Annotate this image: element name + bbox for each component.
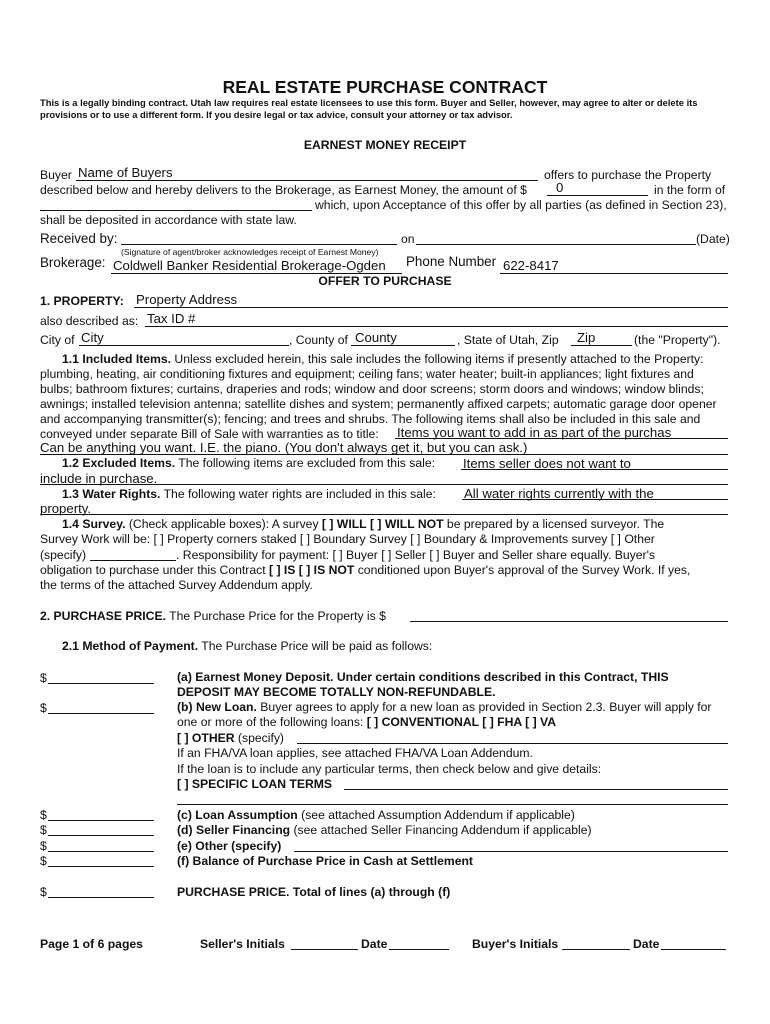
price-line	[40, 609, 386, 623]
price-heading: 2. PURCHASE PRICE.	[40, 609, 166, 623]
earnest-line-4: shall be deposited in accordance with state law.	[40, 213, 297, 227]
county-field[interactable]: County	[355, 330, 397, 345]
excluded-items-line-1	[461, 469, 728, 470]
payment-e-line: (e) Other (specify)	[177, 839, 282, 853]
new-loan-text: Buyer agrees to apply for a new loan as provided in Section 2.3. Buyer will apply for	[256, 700, 712, 714]
included-line-4: awnings; installed television antenna; satellite dishes and system; permanently affixed carpets; automatic garage door opener	[40, 397, 717, 411]
described-label: also described as:	[40, 314, 139, 328]
water-rights-field-1[interactable]: All water rights currently with the	[464, 486, 654, 501]
page-number: Page 1 of 6 pages	[40, 937, 143, 951]
zip-line	[571, 345, 632, 346]
disclaimer-line-1: This is a legally binding contract. Utah law requires real estate licensees to use this form. Buyer and Seller, however, may agree to alter or delete its	[40, 97, 698, 108]
buyer-date-line[interactable]	[661, 949, 726, 950]
page-title: REAL ESTATE PURCHASE CONTRACT	[222, 77, 548, 97]
amount-line-total[interactable]	[48, 897, 154, 898]
tax-id-line	[145, 326, 728, 327]
seller-initials-line[interactable]	[291, 949, 358, 950]
city-label: City of	[40, 333, 75, 347]
phone-label: Phone Number	[406, 254, 497, 269]
payment-b-line-5: If the loan is to include any particular terms, then check below and give details:	[177, 762, 602, 776]
survey-text-1a: (Check applicable boxes): A survey	[125, 517, 322, 531]
loan-terms-line-2[interactable]	[177, 804, 728, 805]
property-label: 1. PROPERTY:	[40, 294, 124, 308]
amount-line-c[interactable]	[48, 820, 154, 821]
dollar-sign-e: $	[40, 839, 47, 853]
brokerage-field[interactable]: Coldwell Banker Residential Brokerage-Ogden	[113, 258, 386, 273]
earnest-amount-line	[547, 195, 648, 196]
included-items-field-2[interactable]: Can be anything you want. I.E. the piano. (You don't always get it, but you can ask.)	[40, 440, 528, 455]
property-suffix: (the "Property").	[634, 333, 721, 347]
amount-line-e[interactable]	[48, 851, 154, 852]
excluded-text: The following items are excluded from this sale:	[175, 456, 436, 470]
buyer-name-field[interactable]: Name of Buyers	[78, 165, 173, 180]
seller-financing-heading: (d) Seller Financing	[177, 823, 291, 837]
earnest-line-2: described below and hereby delivers to the Brokerage, as Earnest Money, the amount of $	[40, 183, 527, 197]
survey-line-4	[40, 563, 690, 577]
included-text-1: Unless excluded herein, this sale includes the following items if presently attached to the Property:	[171, 352, 704, 366]
water-line-1	[62, 487, 436, 501]
payment-a-line-1: (a) Earnest Money Deposit. Under certain conditions described in this Contract, THIS	[177, 670, 669, 684]
price-heading-text: The Purchase Price for the Property is $	[165, 609, 386, 623]
water-text: The following water rights are included in this sale:	[160, 487, 436, 501]
payment-a-line-2: DEPOSIT MAY BECOME TOTALLY NON-REFUNDABLE.	[177, 685, 496, 699]
tax-id-field[interactable]: Tax ID #	[147, 311, 196, 326]
other-specify-line[interactable]	[294, 851, 728, 852]
earnest-heading: EARNEST MONEY RECEIPT	[303, 138, 467, 152]
method-line	[62, 639, 432, 653]
buyer-label: Buyer	[40, 168, 72, 182]
included-line-3: bulbs; bathroom fixtures; curtains, draperies and rods; window and door screens; storm doors and windows; window blinds;	[40, 382, 704, 396]
earnest-amount-field[interactable]: 0	[556, 180, 564, 195]
dollar-sign-f: $	[40, 854, 47, 868]
other-loan-checkbox[interactable]: [ ] OTHER	[177, 731, 235, 745]
method-text: The Purchase Price will be paid as follows:	[198, 639, 433, 653]
earnest-line-3: which, upon Acceptance of this offer by all parties (as defined in Section 23),	[315, 198, 727, 212]
property-field[interactable]: Property Address	[136, 292, 238, 307]
survey-text-4b: conditioned upon Buyer's approval of the Survey Work. If yes,	[354, 563, 691, 577]
survey-will-not-checkbox[interactable]: [ ] WILL NOT	[369, 517, 444, 531]
on-label: on	[401, 232, 415, 246]
seller-date-line[interactable]	[389, 949, 449, 950]
survey-text-4a: obligation to purchase under this Contract	[40, 563, 269, 577]
water-rights-line-1	[462, 499, 728, 500]
payment-b-line-4: If an FHA/VA loan applies, see attached FHA/VA Loan Addendum.	[177, 746, 533, 760]
dollar-sign-c: $	[40, 808, 47, 822]
payment-d-line	[177, 823, 592, 837]
earnest-form-line	[40, 210, 312, 211]
other-loan-line[interactable]	[297, 743, 728, 744]
payment-c-line	[177, 808, 575, 822]
seller-date-label: Date	[361, 937, 388, 951]
included-line-6: conveyed under separate Bill of Sale with warranties as to title:	[40, 427, 379, 441]
survey-line-5: the terms of the attached Survey Addendum apply.	[40, 578, 313, 592]
included-line-5: and accompanying transmitter(s); fencing; and trees and shrubs. The following items shall also be included in this sale and	[40, 412, 701, 426]
included-items-line-1	[395, 438, 728, 439]
water-rights-line-2	[40, 514, 728, 515]
included-heading: 1.1 Included Items.	[62, 352, 172, 366]
loan-types-text: one or more of the following loans:	[177, 715, 367, 729]
date-label: (Date)	[696, 232, 730, 246]
dollar-sign-b: $	[40, 701, 47, 715]
water-rights-field-2[interactable]: property.	[40, 501, 92, 516]
seller-initials-label: Seller's Initials	[200, 937, 285, 951]
excluded-items-field-1[interactable]: Items seller does not want to	[463, 456, 631, 471]
water-heading: 1.3 Water Rights.	[62, 487, 161, 501]
new-loan-heading: (b) New Loan.	[177, 700, 257, 714]
specific-loan-terms-checkbox[interactable]: [ ] SPECIFIC LOAN TERMS	[177, 777, 333, 791]
method-heading: 2.1 Method of Payment.	[62, 639, 199, 653]
phone-field[interactable]: 622-8417	[503, 258, 559, 273]
amount-line-f[interactable]	[48, 866, 154, 867]
zip-field[interactable]: Zip	[577, 330, 596, 345]
survey-line-3: . Responsibility for payment: [ ] Buyer [ ] Seller [ ] Buyer and Seller share equally. Buyer's	[176, 548, 655, 562]
received-date-line[interactable]	[416, 244, 696, 245]
dollar-sign-total: $	[40, 885, 47, 899]
excluded-heading: 1.2 Excluded Items.	[62, 456, 176, 470]
payment-b-line-2	[177, 715, 556, 729]
form-of-text: in the form of	[654, 183, 726, 197]
loan-type-checkboxes[interactable]: [ ] CONVENTIONAL [ ] FHA [ ] VA	[366, 715, 557, 729]
payment-b-line-1	[177, 700, 711, 714]
offers-text: offers to purchase the Property	[544, 168, 712, 182]
excluded-line-1	[62, 456, 435, 470]
other-loan-specify: (specify)	[234, 731, 284, 745]
survey-line-2: Survey Work will be: [ ] Property corners staked [ ] Boundary Survey [ ] Boundary & Improvements survey [ ] Other	[40, 532, 655, 546]
included-items-line-2	[40, 454, 728, 455]
survey-specify-label: (specify)	[40, 548, 87, 562]
buyer-initials-line[interactable]	[562, 949, 630, 950]
dollar-sign-a: $	[40, 671, 47, 685]
county-label: , County of	[289, 333, 348, 347]
amount-line-b[interactable]	[48, 713, 154, 714]
survey-will-checkbox[interactable]: [ ] WILL	[321, 517, 367, 531]
brokerage-label: Brokerage:	[40, 255, 106, 270]
survey-is-checkbox[interactable]: [ ] IS [ ] IS NOT	[269, 563, 355, 577]
city-field[interactable]: City	[81, 330, 104, 345]
property-line	[134, 307, 728, 308]
loan-terms-line-1[interactable]	[344, 789, 728, 790]
buyer-date-label: Date	[633, 937, 660, 951]
county-line	[351, 345, 455, 346]
excluded-items-field-2[interactable]: include in purchase.	[40, 471, 158, 486]
purchase-price-line[interactable]	[410, 621, 728, 622]
buyer-name-line	[76, 180, 538, 181]
included-line-1	[62, 352, 704, 366]
city-line	[79, 345, 289, 346]
included-items-field-1[interactable]: Items you want to add in as part of the purchas	[397, 425, 672, 440]
disclaimer-line-2: provisions or to use a different form. If you desire legal or tax advice, consult your attorney or tax advisor.	[40, 109, 513, 120]
survey-specify-line[interactable]	[90, 560, 176, 561]
offer-heading: OFFER TO PURCHASE	[318, 274, 452, 288]
payment-f-line: (f) Balance of Purchase Price in Cash at Settlement	[177, 854, 473, 868]
loan-assumption-heading: (c) Loan Assumption	[177, 808, 298, 822]
seller-financing-text: (see attached Seller Financing Addendum if applicable)	[290, 823, 592, 837]
excluded-items-line-2	[40, 484, 728, 485]
survey-heading: 1.4 Survey.	[62, 517, 126, 531]
loan-assumption-text: (see attached Assumption Addendum if applicable)	[297, 808, 575, 822]
buyer-initials-label: Buyer's Initials	[472, 937, 559, 951]
amount-line-d[interactable]	[48, 835, 154, 836]
received-by-label: Received by:	[40, 231, 118, 246]
survey-text-1b: be prepared by a licensed surveyor. The	[443, 517, 665, 531]
included-line-2: plumbing, heating, air conditioning fixtures and equipment; ceiling fans; water heater; built-in appliances; light fixtures and	[40, 367, 694, 381]
survey-line-1	[62, 517, 664, 531]
signature-note: (Signature of agent/broker acknowledges receipt of Earnest Money)	[121, 247, 379, 257]
state-label: , State of Utah, Zip	[457, 333, 559, 347]
purchase-price-total: PURCHASE PRICE. Total of lines (a) through (f)	[177, 885, 451, 899]
dollar-sign-d: $	[40, 823, 47, 837]
amount-line-a[interactable]	[48, 683, 154, 684]
payment-b-line-3	[177, 731, 284, 745]
